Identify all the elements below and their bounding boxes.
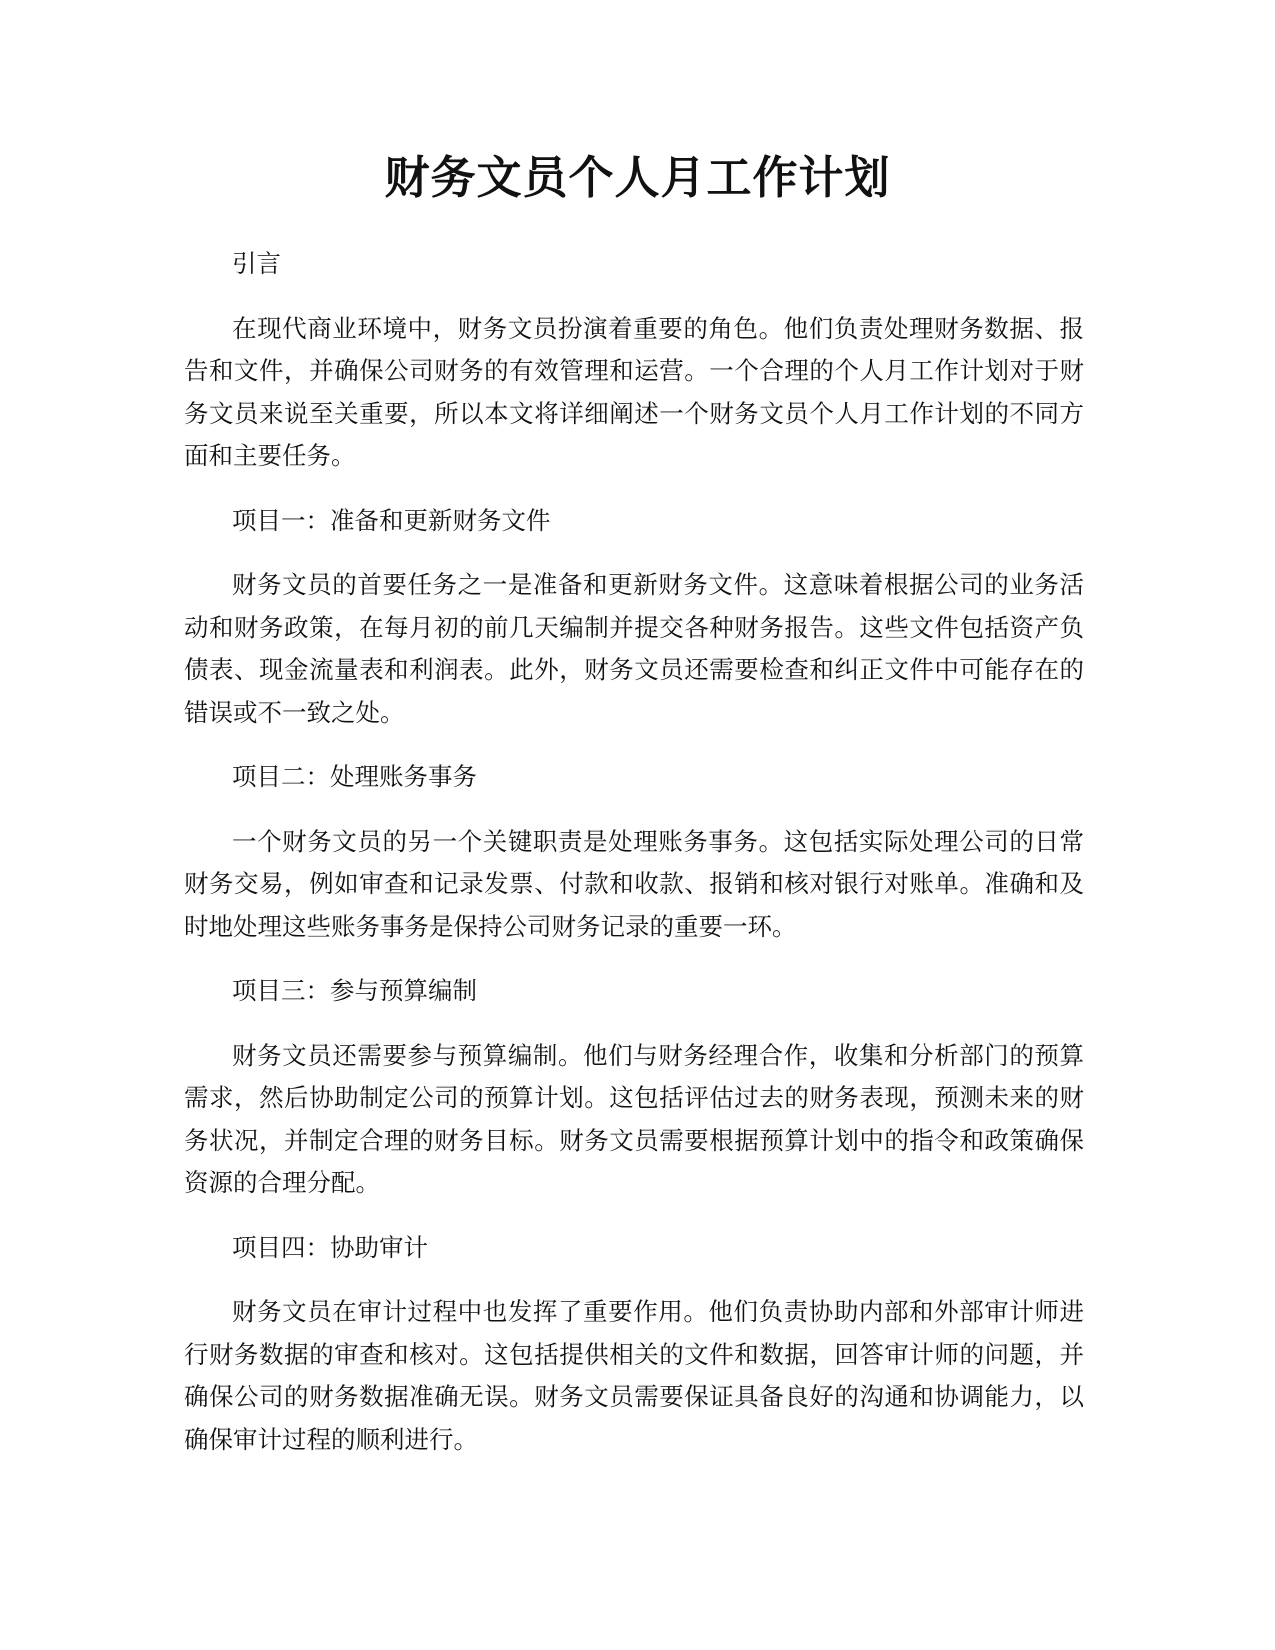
document-body (184, 243, 1084, 1461)
section-paragraph: 一个财务文员的另一个关键职责是处理账务事务。这包括实际处理公司的日常财务交易，例如审查和记录发票、付款和收款、报销和核对银行对账单。准确和及时地处理这些账务事务是保持公司财务记录的重要一环。 (184, 826, 1084, 941)
section-paragraph: 财务文员在审计过程中也发挥了重要作用。他们负责协助内部和外部审计师进行财务数据的审查和核对。这包括提供相关的文件和数据，回答审计师的问题，并确保公司的财务数据准确无误。财务文员需要保证具备良好的沟通和协调能力，以确保审计过程的顺利进行。 (184, 1297, 1084, 1454)
intro-paragraph: 在现代商业环境中，财务文员扮演着重要的角色。他们负责处理财务数据、报告和文件，并确保公司财务的有效管理和运营。一个合理的个人月工作计划对于财务文员来说至关重要，所以本文将详细阐述一个财务文员个人月工作计划的不同方面和主要任务。 (184, 313, 1084, 470)
section-paragraph: 财务文员还需要参与预算编制。他们与财务经理合作，收集和分析部门的预算需求，然后协助制定公司的预算计划。这包括评估过去的财务表现，预测未来的财务状况，并制定合理的财务目标。财务文员需要根据预算计划中的指令和政策确保资源的合理分配。 (184, 1040, 1084, 1197)
section-heading: 项目一：准备和更新财务文件 (232, 505, 551, 535)
section-paragraph: 财务文员的首要任务之一是准备和更新财务文件。这意味着根据公司的业务活动和财务政策，在每月初的前几天编制并提交各种财务报告。这些文件包括资产负债表、现金流量表和利润表。此外，财务文员还需要检查和纠正文件中可能存在的错误或不一致之处。 (184, 570, 1084, 727)
section-heading: 项目三：参与预算编制 (232, 976, 477, 1005)
intro-heading: 引言 (232, 249, 281, 278)
section-heading: 项目四：协助审计 (232, 1232, 428, 1262)
section-heading: 项目二：处理账务事务 (232, 762, 477, 791)
document-title: 财务文员个人月工作计划 (384, 151, 891, 204)
